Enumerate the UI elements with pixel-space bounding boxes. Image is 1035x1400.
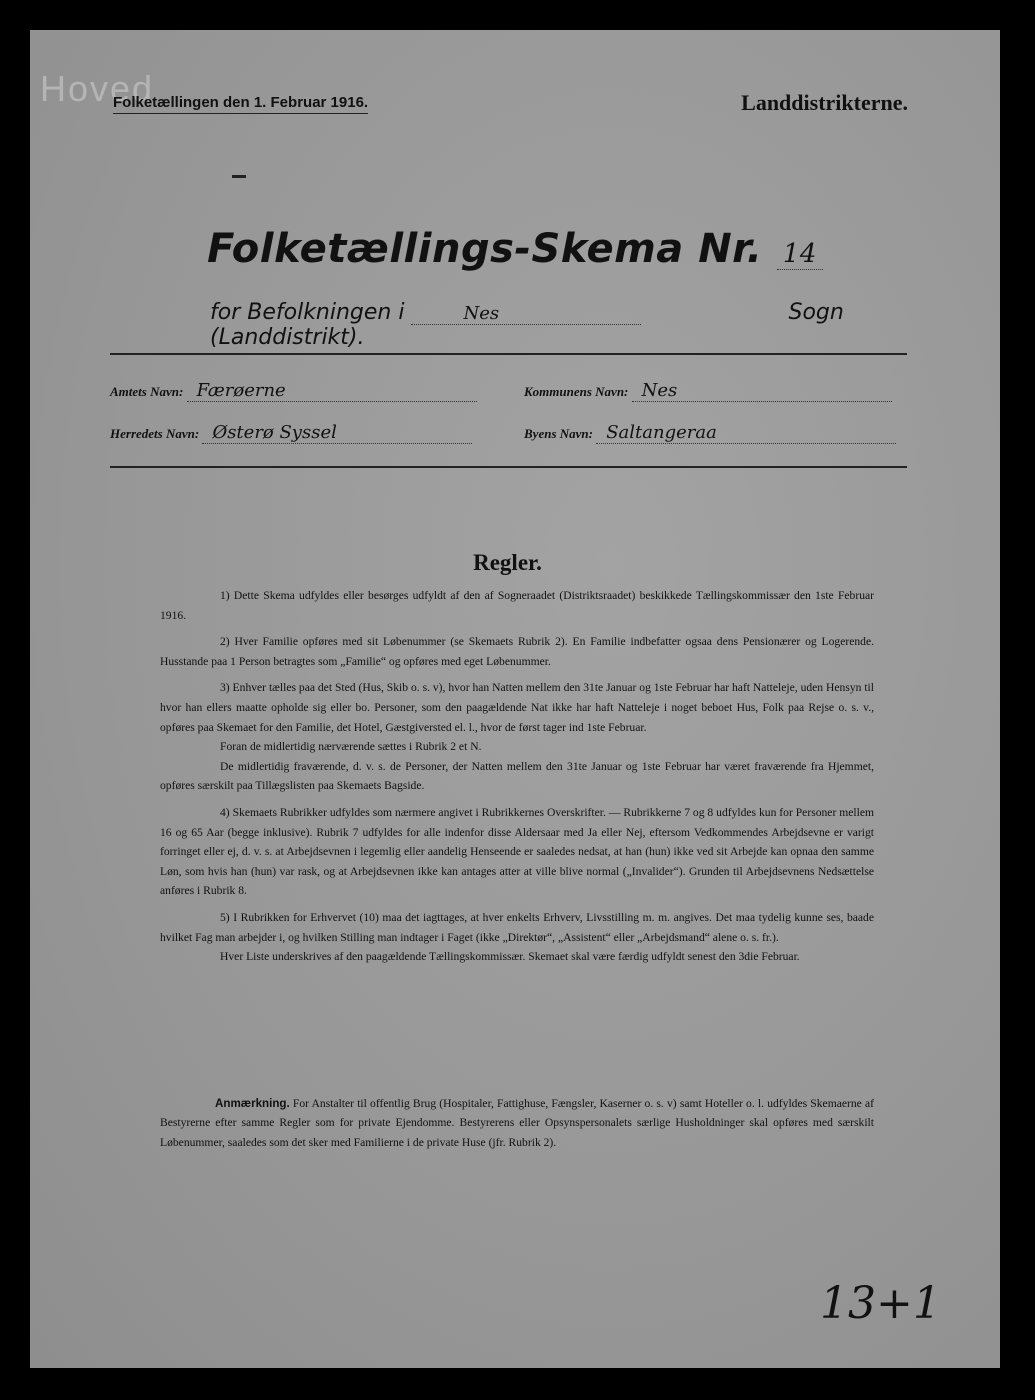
amt-field [110,380,477,402]
kommune-label: Kommunens Navn: [524,384,629,399]
remark-paragraph [160,1094,874,1152]
rule-3-present: Foran de midlertidig nærværende sættes i Rubrik 2 et N. [220,740,482,754]
rules-heading: Regler. [473,550,542,575]
rule-3-absent: De midlertidig fraværende, d. v. s. de Personer, der Natten mellem den 31te Januar og 1ste Februar har været fraværende fra Hjemmet, opføres særskilt paa Tillægslisten paa Skemaets Bagside. [160,759,874,793]
herred-label: Herredets Navn: [110,426,200,441]
by-label: Byens Navn: [524,426,593,441]
kommune-value: Nes [632,380,892,402]
rule-3: 3) Enhver tælles paa det Sted (Hus, Skib o. s. v), hvor han Natten mellem den 31te Januar og 1ste Februar har haft Natteleje, uden Hensyn til hvor han ellers maatte opholde sig eller bo. Personer, som den paagældende Nat ikke har haft Natteleje i noget beboet Hus, Folk paa Rejse o. s. v., opføres paa Skemaet for den Familie, det Hotel, Gæstgiversted el. l., hvor de først tager ind 1ste Februar. [160,681,874,734]
handwritten-count: 13+1 [820,1278,941,1329]
by-value: Saltangeraa [596,422,896,444]
parish-value: Nes [411,303,641,325]
form-title [30,226,1000,272]
amt-label: Amtets Navn: [110,384,184,399]
herred-value: Østerø Syssel [202,422,472,444]
rule-2: 2) Hver Familie opføres med sit Løbenummer (se Skemaets Rubrik 2). En Familie indbefatter ogsaa dens Pensionærer og Logerende. Husstande paa 1 Person betragtes som „Familie“ og opføres med eget Løbenummer. [160,635,874,668]
district-type-header: Landdistrikterne. [741,90,908,115]
parish-suffix: Sogn (Landdistrikt). [210,300,844,350]
rule-6: Hver Liste underskrives af den paagældende Tællingskommissær. Skemaet skal være færdig udfyldt senest den 3die Februar. [220,950,800,964]
form-title-text: Folketællings-Skema Nr. [207,226,763,272]
herred-field [110,422,472,444]
rules-body [160,586,874,974]
rule-5: 5) I Rubrikken for Erhvervet (10) maa det iagttages, at hver enkelts Erhverv, Livsstilling m. m. angives. Det maa tydelig kunne ses, baade hvilket Fag man arbejder i, og hvilken Stilling man indtager i Faget (ikke „Direktør“, „Assistent“ eller „Arbejdsmand“ alene o. s. fr.). [160,910,874,944]
ink-mark [232,175,246,178]
by-field [524,422,896,444]
rule-4: 4) Skemaets Rubrikker udfyldes som nærmere angivet i Rubrikkernes Overskrifter. — Rubrikkerne 7 og 8 udfyldes kun for Personer mellem 16 og 65 Aar (begge inklusive). Rubrik 7 udfyldes for alle indenfor disse Aldersaar med Ja eller Nej, eftersom Vedkommendes Arbejdsevne er varigt forringet eller ej, d. v. s. at Arbejdsevnen i legemlig eller aandelig Henseende er saaledes nedsat, at han (hun) ikke ved sit Arbejde kan opnaa den samme Løn, som hvis han (hun) var rask, og at Arbejdsevnen ikke kan antages atter at ville blive normal („Invalider“). Grunden til Arbejdsevnens Nedsættelse anføres i Rubrik 8. [160,805,874,898]
census-date-header: Folketællingen den 1. Februar 1916. [113,94,368,114]
parish-prefix: for Befolkningen i [210,300,405,325]
remark-label: Anmærkning. [215,1097,290,1110]
edge-stamp: Hoved [40,68,155,109]
form-number: 14 [777,239,823,270]
amt-value: Færøerne [187,380,477,402]
rule-1: 1) Dette Skema udfyldes eller besørges udfyldt af den af Sogneraadet (Distriktsraadet) beskikkede Tællingskommissær den 1ste Februar 1916. [160,589,874,622]
divider-top [110,353,907,355]
divider-bottom [110,466,907,468]
remark-text: For Anstalter til offentlig Brug (Hospitaler, Fattighuse, Fængsler, Kaserner o. s. v) samt Hoteller o. l. udfyldes Skemaerne af Bestyrerne efter samme Regler som for private Ejendomme. Bestyrerens eller Opsynspersonalets særlige Husholdninger skal opføres med særskilt Løbenummer, saaledes som det sker med Familierne i de private Huse (jfr. Rubrik 2). [160,1097,874,1149]
parish-line [210,300,1000,350]
kommune-field [524,380,892,402]
census-form-page [30,30,1000,1368]
